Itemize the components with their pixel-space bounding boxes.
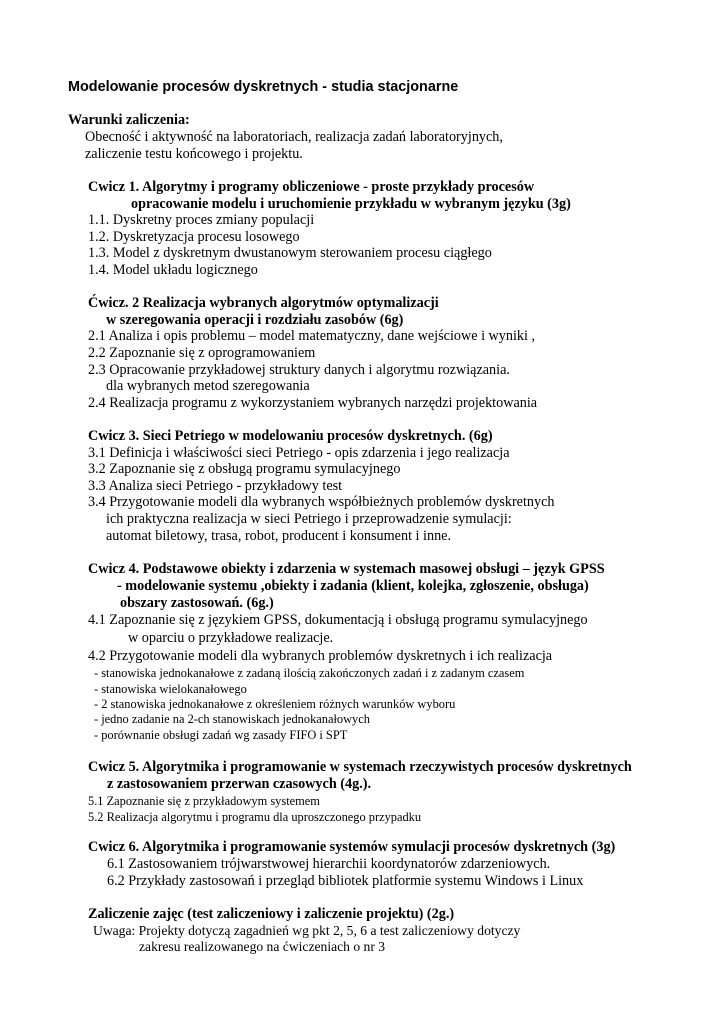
exercise-4-heading-cont: - modelowanie systemu ,obiekty i zadania (klient, kolejka, zgłoszenie, obsługa) bbox=[117, 578, 589, 594]
exercise-3-heading: Cwicz 3. Sieci Petriego w modelowaniu procesów dyskretnych. (6g) bbox=[88, 428, 493, 444]
conditions-line: Obecność i aktywność na laboratoriach, realizacja zadań laboratoryjnych, bbox=[85, 129, 503, 145]
document-title: Modelowanie procesów dyskretnych - studia stacjonarne bbox=[68, 79, 459, 95]
exercise-1-item: 1.2. Dyskretyzacja procesu losowego bbox=[88, 229, 300, 245]
exercise-1-item: 1.3. Model z dyskretnym dwustanowym sterowaniem procesu ciągłego bbox=[88, 245, 492, 261]
exercise-3-item-cont: automat biletowy, trasa, robot, producent i konsument i inne. bbox=[106, 528, 452, 544]
exercise-6-heading: Cwicz 6. Algorytmika i programowanie systemów symulacji procesów dyskretnych (3g) bbox=[88, 839, 616, 855]
exercise-4-subitem: - stanowiska jednokanałowe z zadaną ilością zakończonych zadań i z zadanym czasem bbox=[94, 666, 525, 680]
exercise-5-item: 5.2 Realizacja algorytmu i programu dla uproszczonego przypadku bbox=[88, 810, 422, 824]
exercise-1-item: 1.1. Dyskretny proces zmiany populacji bbox=[88, 212, 315, 228]
exercise-4-item-cont: w oparciu o przykładowe realizacje. bbox=[128, 630, 334, 646]
exercise-1-item: 1.4. Model układu logicznego bbox=[88, 262, 258, 278]
exercise-2-item: 2.1 Analiza i opis problemu – model matematyczny, dane wejściowe i wyniki , bbox=[88, 328, 536, 344]
exercise-3-item-cont: ich praktyczna realizacja w sieci Petriego i przeprowadzenie symulacji: bbox=[106, 511, 512, 527]
final-note-cont: zakresu realizowanego na ćwiczeniach o nr 3 bbox=[139, 939, 386, 954]
exercise-4-heading: Cwicz 4. Podstawowe obiekty i zdarzenia w systemach masowej obsługi – język GPSS bbox=[88, 561, 605, 577]
final-note: Uwaga: Projekty dotyczą zagadnień wg pkt 2, 5, 6 a test zaliczeniowy dotyczy bbox=[93, 923, 521, 938]
conditions-heading: Warunki zaliczenia: bbox=[68, 112, 190, 128]
exercise-2-heading: Ćwicz. 2 Realizacja wybranych algorytmów optymalizacji bbox=[88, 295, 439, 311]
exercise-3-item: 3.1 Definicja i właściwości sieci Petriego - opis zdarzenia i jego realizacja bbox=[88, 445, 510, 461]
final-heading: Zaliczenie zajęc (test zaliczeniowy i zaliczenie projektu) (2g.) bbox=[88, 906, 455, 922]
exercise-2-item: 2.3 Opracowanie przykładowej struktury danych i algorytmu rozwiązania. bbox=[88, 362, 510, 378]
exercise-3-item: 3.2 Zapoznanie się z obsługą programu symulacyjnego bbox=[88, 461, 401, 477]
exercise-1-heading: Cwicz 1. Algorytmy i programy obliczeniowe - proste przykłady procesów bbox=[88, 179, 535, 195]
exercise-4-item: 4.2 Przygotowanie modeli dla wybranych problemów dyskretnych i ich realizacja bbox=[88, 648, 553, 664]
exercise-4-heading-cont: obszary zastosowań. (6g.) bbox=[120, 595, 274, 611]
exercise-4-subitem: - stanowiska wielokanałowego bbox=[94, 682, 247, 696]
exercise-2-item: 2.2 Zapoznanie się z oprogramowaniem bbox=[88, 345, 316, 361]
exercise-1-heading-cont: opracowanie modelu i uruchomienie przykładu w wybranym języku (3g) bbox=[131, 196, 571, 212]
exercise-5-heading-cont: z zastosowaniem przerwan czasowych (4g.). bbox=[107, 776, 371, 792]
exercise-3-item: 3.4 Przygotowanie modeli dla wybranych współbieżnych problemów dyskretnych bbox=[88, 494, 555, 510]
exercise-3-item: 3.3 Analiza sieci Petriego - przykładowy test bbox=[88, 478, 343, 494]
exercise-4-subitem: - 2 stanowiska jednokanałowe z określeniem różnych warunków wyboru bbox=[94, 697, 456, 711]
exercise-6-item: 6.1 Zastosowaniem trójwarstwowej hierarchii koordynatorów zdarzeniowych. bbox=[107, 856, 551, 872]
exercise-2-heading-cont: w szeregowania operacji i rozdziału zasobów (6g) bbox=[106, 312, 404, 328]
exercise-5-item: 5.1 Zapoznanie się z przykładowym systemem bbox=[88, 794, 320, 808]
exercise-5-heading: Cwicz 5. Algorytmika i programowanie w systemach rzeczywistych procesów dyskretnych bbox=[88, 759, 632, 775]
exercise-6-item: 6.2 Przykłady zastosowań i przegląd bibliotek platformie systemu Windows i Linux bbox=[107, 873, 584, 889]
exercise-4-subitem: - jedno zadanie na 2-ch stanowiskach jednokanałowych bbox=[94, 712, 370, 726]
conditions-line: zaliczenie testu końcowego i projektu. bbox=[85, 146, 303, 162]
exercise-2-item-cont: dla wybranych metod szeregowania bbox=[106, 378, 310, 394]
exercise-4-item: 4.1 Zapoznanie się z językiem GPSS, dokumentacją i obsługą programu symulacyjnego bbox=[88, 612, 588, 628]
exercise-2-item: 2.4 Realizacja programu z wykorzystaniem wybranych narzędzi projektowania bbox=[88, 395, 538, 411]
exercise-4-subitem: - porównanie obsługi zadań wg zasady FIFO i SPT bbox=[94, 728, 348, 742]
